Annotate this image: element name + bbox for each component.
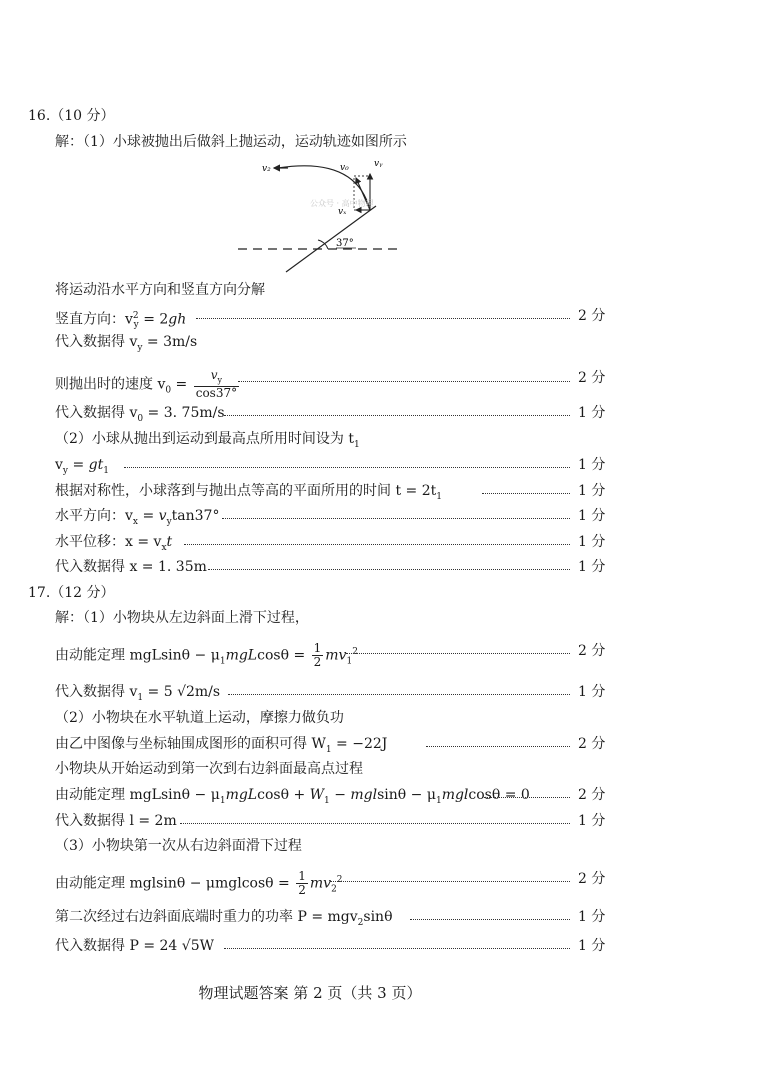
q16-line-4: 则抛出时的速度 $v_0$ = $\frac{v_y}{\cos 37^\circ}$ xyxy=(55,368,238,401)
label-v2: v₂ xyxy=(262,164,271,174)
leader-dots xyxy=(482,493,570,494)
watermark: 公众号 · 高中物理 xyxy=(310,199,374,208)
score-2: 2 分 xyxy=(578,871,606,887)
q17-line-10: 第二次经过右边斜面底端时重力的功率 P = mgv$_2$sinθ xyxy=(55,909,393,928)
q16-line-11: 代入数据得 x = 1. 35m xyxy=(55,559,207,575)
label-vx: vₓ xyxy=(338,207,347,217)
score-1: 1 分 xyxy=(578,508,606,524)
q17-line-5: 小物块从开始运动到第一次到右边斜面最高点过程 xyxy=(55,761,363,777)
label-v0: v₀ xyxy=(340,163,349,173)
leader-dots xyxy=(330,881,570,882)
leader-dots xyxy=(228,694,570,695)
leader-dots xyxy=(224,415,570,416)
leader-dots xyxy=(410,919,570,920)
q17-line-6: 由动能定理 $mgLsin\theta - \mu_1mgLcos\theta + W_1 - mglsin\theta - \mu_1mglcos\theta = 0$ xyxy=(55,787,530,806)
label-angle: 37° xyxy=(336,238,354,249)
leader-dots xyxy=(208,569,570,570)
q16-intro: 解：（1）小球被抛出后做斜上抛运动，运动轨迹如图所示 xyxy=(55,134,407,150)
q16-line-8: 根据对称性，小球落到与抛出点等高的平面所用的时间 $t = 2t_1$ xyxy=(55,483,442,502)
q16-line-6: （2）小球从抛出到运动到最高点所用时间设为 $t_1$ xyxy=(55,431,360,450)
q17-line-3: （2）小物块在水平轨道上运动，摩擦力做负功 xyxy=(55,710,344,726)
q16-line-2: 竖直方向：$v^2_y = 2gh$ xyxy=(55,311,187,331)
leader-dots xyxy=(426,746,570,747)
q16-line-10: 水平位移：$x = v_xt$ xyxy=(55,534,173,553)
score-1: 1 分 xyxy=(578,483,606,499)
score-1: 1 分 xyxy=(578,534,606,550)
score-2: 2 分 xyxy=(578,736,606,752)
leader-dots xyxy=(184,544,570,545)
score-1: 1 分 xyxy=(578,813,606,829)
leader-dots xyxy=(124,467,570,468)
score-1: 1 分 xyxy=(578,938,606,954)
leader-dots xyxy=(180,823,570,824)
q16-header: 16.（10 分） xyxy=(28,108,115,124)
leader-dots xyxy=(238,381,570,382)
q17-line-7: 代入数据得 l = 2m xyxy=(55,813,177,829)
q16-line-3: 代入数据得 $v_y = 3m/s$ xyxy=(55,334,198,353)
q17-line-9: 由动能定理 mglsinθ − μmglcosθ = $\frac{1}{2}$ $mv_2^2$ xyxy=(55,869,343,897)
leader-dots xyxy=(346,653,570,654)
score-1: 1 分 xyxy=(578,684,606,700)
q17-intro: 解：（1）小物块从左边斜面上滑下过程， xyxy=(55,610,309,626)
leader-dots xyxy=(222,518,570,519)
page-footer: 物理试题答案 第 2 页（共 3 页） xyxy=(198,984,422,1002)
score-1: 1 分 xyxy=(578,457,606,473)
q17-line-11: 代入数据得 P = 24 √5W xyxy=(55,938,214,954)
leader-dots xyxy=(224,948,570,949)
q17-line-8: （3）小物块第一次从右边斜面滑下过程 xyxy=(55,838,302,854)
q17-line-4: 由乙中图像与坐标轴围成图形的面积可得 $W_1 = -22J$ xyxy=(55,736,388,755)
score-2: 2 分 xyxy=(578,370,606,386)
q16-line-7: $v_y = gt_1$ xyxy=(55,457,109,476)
projectile-trajectory-figure xyxy=(236,156,400,274)
score-1: 1 分 xyxy=(578,405,606,421)
q16-line-9: 水平方向：$v_x = v_y\tan 37^\circ$ xyxy=(55,508,220,527)
score-2: 2 分 xyxy=(578,787,606,803)
label-vy: vᵧ xyxy=(374,159,383,169)
score-2: 2 分 xyxy=(578,643,606,659)
q17-line-2: 代入数据得 $v_1 = 5$ √2m/s xyxy=(55,684,221,703)
score-2: 2 分 xyxy=(578,308,606,324)
score-1: 1 分 xyxy=(578,559,606,575)
score-1: 1 分 xyxy=(578,909,606,925)
leader-dots xyxy=(196,318,570,319)
q16-line-1: 将运动沿水平方向和竖直方向分解 xyxy=(55,282,265,298)
q16-line-5: 代入数据得 $v_0 = 3$. 75m/s xyxy=(55,405,225,424)
q17-header: 17.（12 分） xyxy=(28,585,115,601)
leader-dots xyxy=(484,797,570,798)
q17-line-1: 由动能定理 $mgLsin\theta - \mu_1mgLcos\theta$ = $\frac{1}{2}$ $mv_1^2$ xyxy=(55,641,358,669)
